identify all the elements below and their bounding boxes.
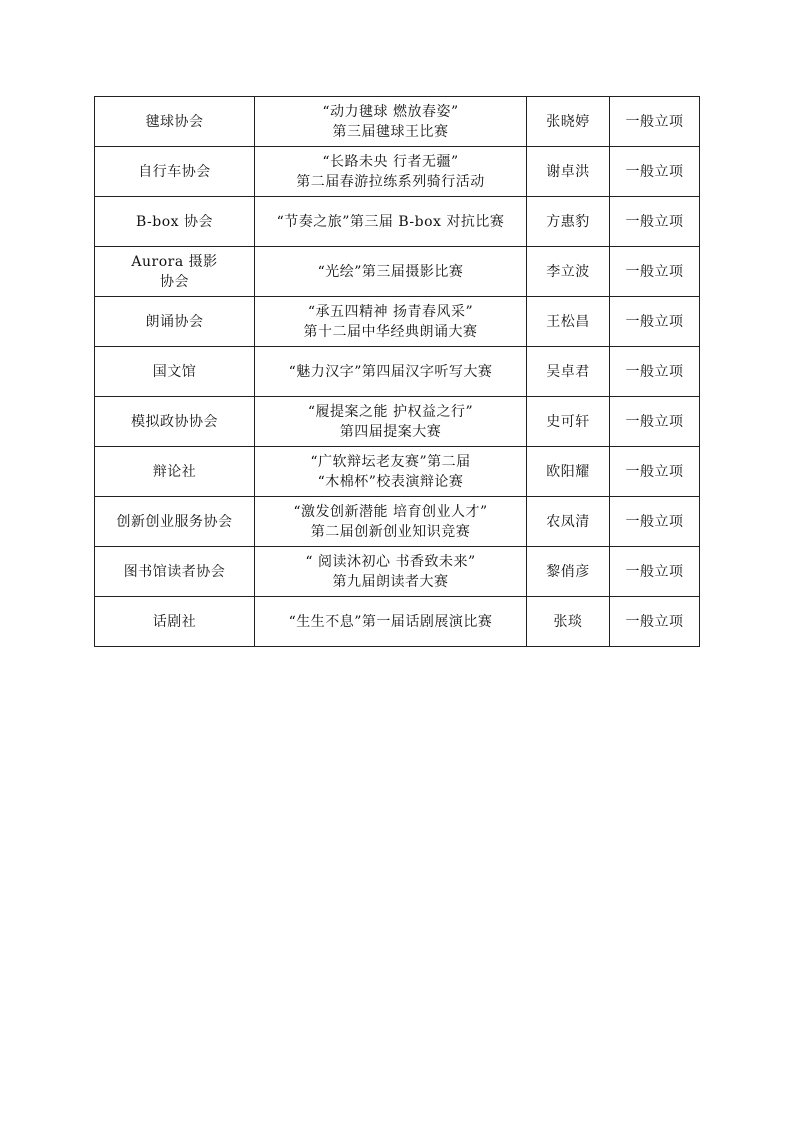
approval-level-cell: 一般立项 <box>610 447 700 497</box>
person-in-charge-cell: 农凤清 <box>527 497 610 547</box>
approval-level-cell: 一般立项 <box>610 497 700 547</box>
approval-level-cell: 一般立项 <box>610 297 700 347</box>
activity-cell-line: “广软辩坛老友赛”第二届 <box>310 453 471 470</box>
activity-cell-line: “履提案之能 护权益之行” <box>307 403 474 420</box>
organization-cell <box>95 347 255 397</box>
person-in-charge-cell: 欧阳耀 <box>527 447 610 497</box>
table-row <box>95 447 700 497</box>
activity-cell <box>255 97 527 147</box>
activity-cell-line: “激发创新潜能 培育创业人才” <box>293 503 488 520</box>
project-table-body <box>95 97 700 647</box>
table-row <box>95 497 700 547</box>
activity-cell-line: “生生不息”第一届话剧展演比赛 <box>288 613 493 630</box>
table-row <box>95 197 700 247</box>
activity-cell-line: 第二届春游拉练系列骑行活动 <box>296 173 485 190</box>
project-table-container <box>94 96 699 647</box>
approval-level-cell: 一般立项 <box>610 347 700 397</box>
organization-cell-line: 图书馆读者协会 <box>123 563 226 580</box>
table-row <box>95 297 700 347</box>
organization-cell <box>95 497 255 547</box>
activity-cell-line: “木棉杯”校表演辩论赛 <box>317 473 464 490</box>
activity-cell-line: 第三届毽球王比赛 <box>332 123 449 140</box>
activity-cell <box>255 147 527 197</box>
activity-cell-line: “魅力汉字”第四届汉字听写大赛 <box>288 363 493 380</box>
person-in-charge-cell: 史可轩 <box>527 397 610 447</box>
activity-cell <box>255 497 527 547</box>
organization-cell <box>95 147 255 197</box>
person-in-charge-cell: 吴卓君 <box>527 347 610 397</box>
activity-cell-line: “光绘”第三届摄影比赛 <box>317 263 464 280</box>
person-in-charge-cell: 谢卓洪 <box>527 147 610 197</box>
table-row <box>95 397 700 447</box>
table-row <box>95 147 700 197</box>
activity-cell <box>255 597 527 647</box>
activity-cell <box>255 297 527 347</box>
approval-level-cell: 一般立项 <box>610 147 700 197</box>
activity-cell-line: “动力毽球 燃放春姿” <box>322 103 459 120</box>
organization-cell <box>95 397 255 447</box>
organization-cell-line: Aurora 摄影 <box>131 253 218 270</box>
organization-cell-line: 辩论社 <box>152 463 197 480</box>
person-in-charge-cell: 王松昌 <box>527 297 610 347</box>
organization-cell-line: 国文馆 <box>152 363 197 380</box>
table-row <box>95 347 700 397</box>
organization-cell-line: 自行车协会 <box>138 163 211 180</box>
organization-cell-line: 创新创业服务协会 <box>116 513 233 530</box>
approval-level-cell: 一般立项 <box>610 197 700 247</box>
organization-cell-line: 朗诵协会 <box>145 313 204 330</box>
table-row <box>95 97 700 147</box>
approval-level-cell: 一般立项 <box>610 97 700 147</box>
person-in-charge-cell: 张晓婷 <box>527 97 610 147</box>
activity-cell-line: “承五四精神 扬青春风采” <box>307 303 474 320</box>
activity-cell <box>255 447 527 497</box>
organization-cell <box>95 447 255 497</box>
approval-level-cell: 一般立项 <box>610 547 700 597</box>
activity-cell <box>255 347 527 397</box>
approval-level-cell: 一般立项 <box>610 597 700 647</box>
activity-cell-line: “长路未央 行者无疆” <box>322 153 459 170</box>
organization-cell <box>95 297 255 347</box>
person-in-charge-cell: 方惠豹 <box>527 197 610 247</box>
person-in-charge-cell: 张琰 <box>527 597 610 647</box>
person-in-charge-cell: 李立波 <box>527 247 610 297</box>
organization-cell-line: 模拟政协协会 <box>131 413 218 430</box>
activity-cell <box>255 397 527 447</box>
organization-cell <box>95 247 255 297</box>
activity-cell-line: 第四届提案大赛 <box>339 423 442 440</box>
activity-cell-line: 第二届创新创业知识竞赛 <box>310 523 471 540</box>
organization-cell <box>95 597 255 647</box>
activity-cell-line: 第九届朗读者大赛 <box>332 573 449 590</box>
organization-cell-line: B-box 协会 <box>135 213 213 230</box>
project-table <box>94 96 700 647</box>
table-row <box>95 597 700 647</box>
organization-cell <box>95 97 255 147</box>
organization-cell-line: 毽球协会 <box>145 113 204 130</box>
activity-cell <box>255 197 527 247</box>
approval-level-cell: 一般立项 <box>610 397 700 447</box>
person-in-charge-cell: 黎俏彦 <box>527 547 610 597</box>
activity-cell-line: “ 阅读沐初心 书香致未来” <box>305 553 476 570</box>
activity-cell-line: “节奏之旅”第三届 B-box 对抗比赛 <box>276 213 505 230</box>
organization-cell-line: 协会 <box>160 273 189 290</box>
approval-level-cell: 一般立项 <box>610 247 700 297</box>
table-row <box>95 547 700 597</box>
activity-cell <box>255 547 527 597</box>
activity-cell <box>255 247 527 297</box>
organization-cell <box>95 547 255 597</box>
activity-cell-line: 第十二届中华经典朗诵大赛 <box>303 323 478 340</box>
table-row <box>95 247 700 297</box>
organization-cell <box>95 197 255 247</box>
organization-cell-line: 话剧社 <box>152 613 197 630</box>
